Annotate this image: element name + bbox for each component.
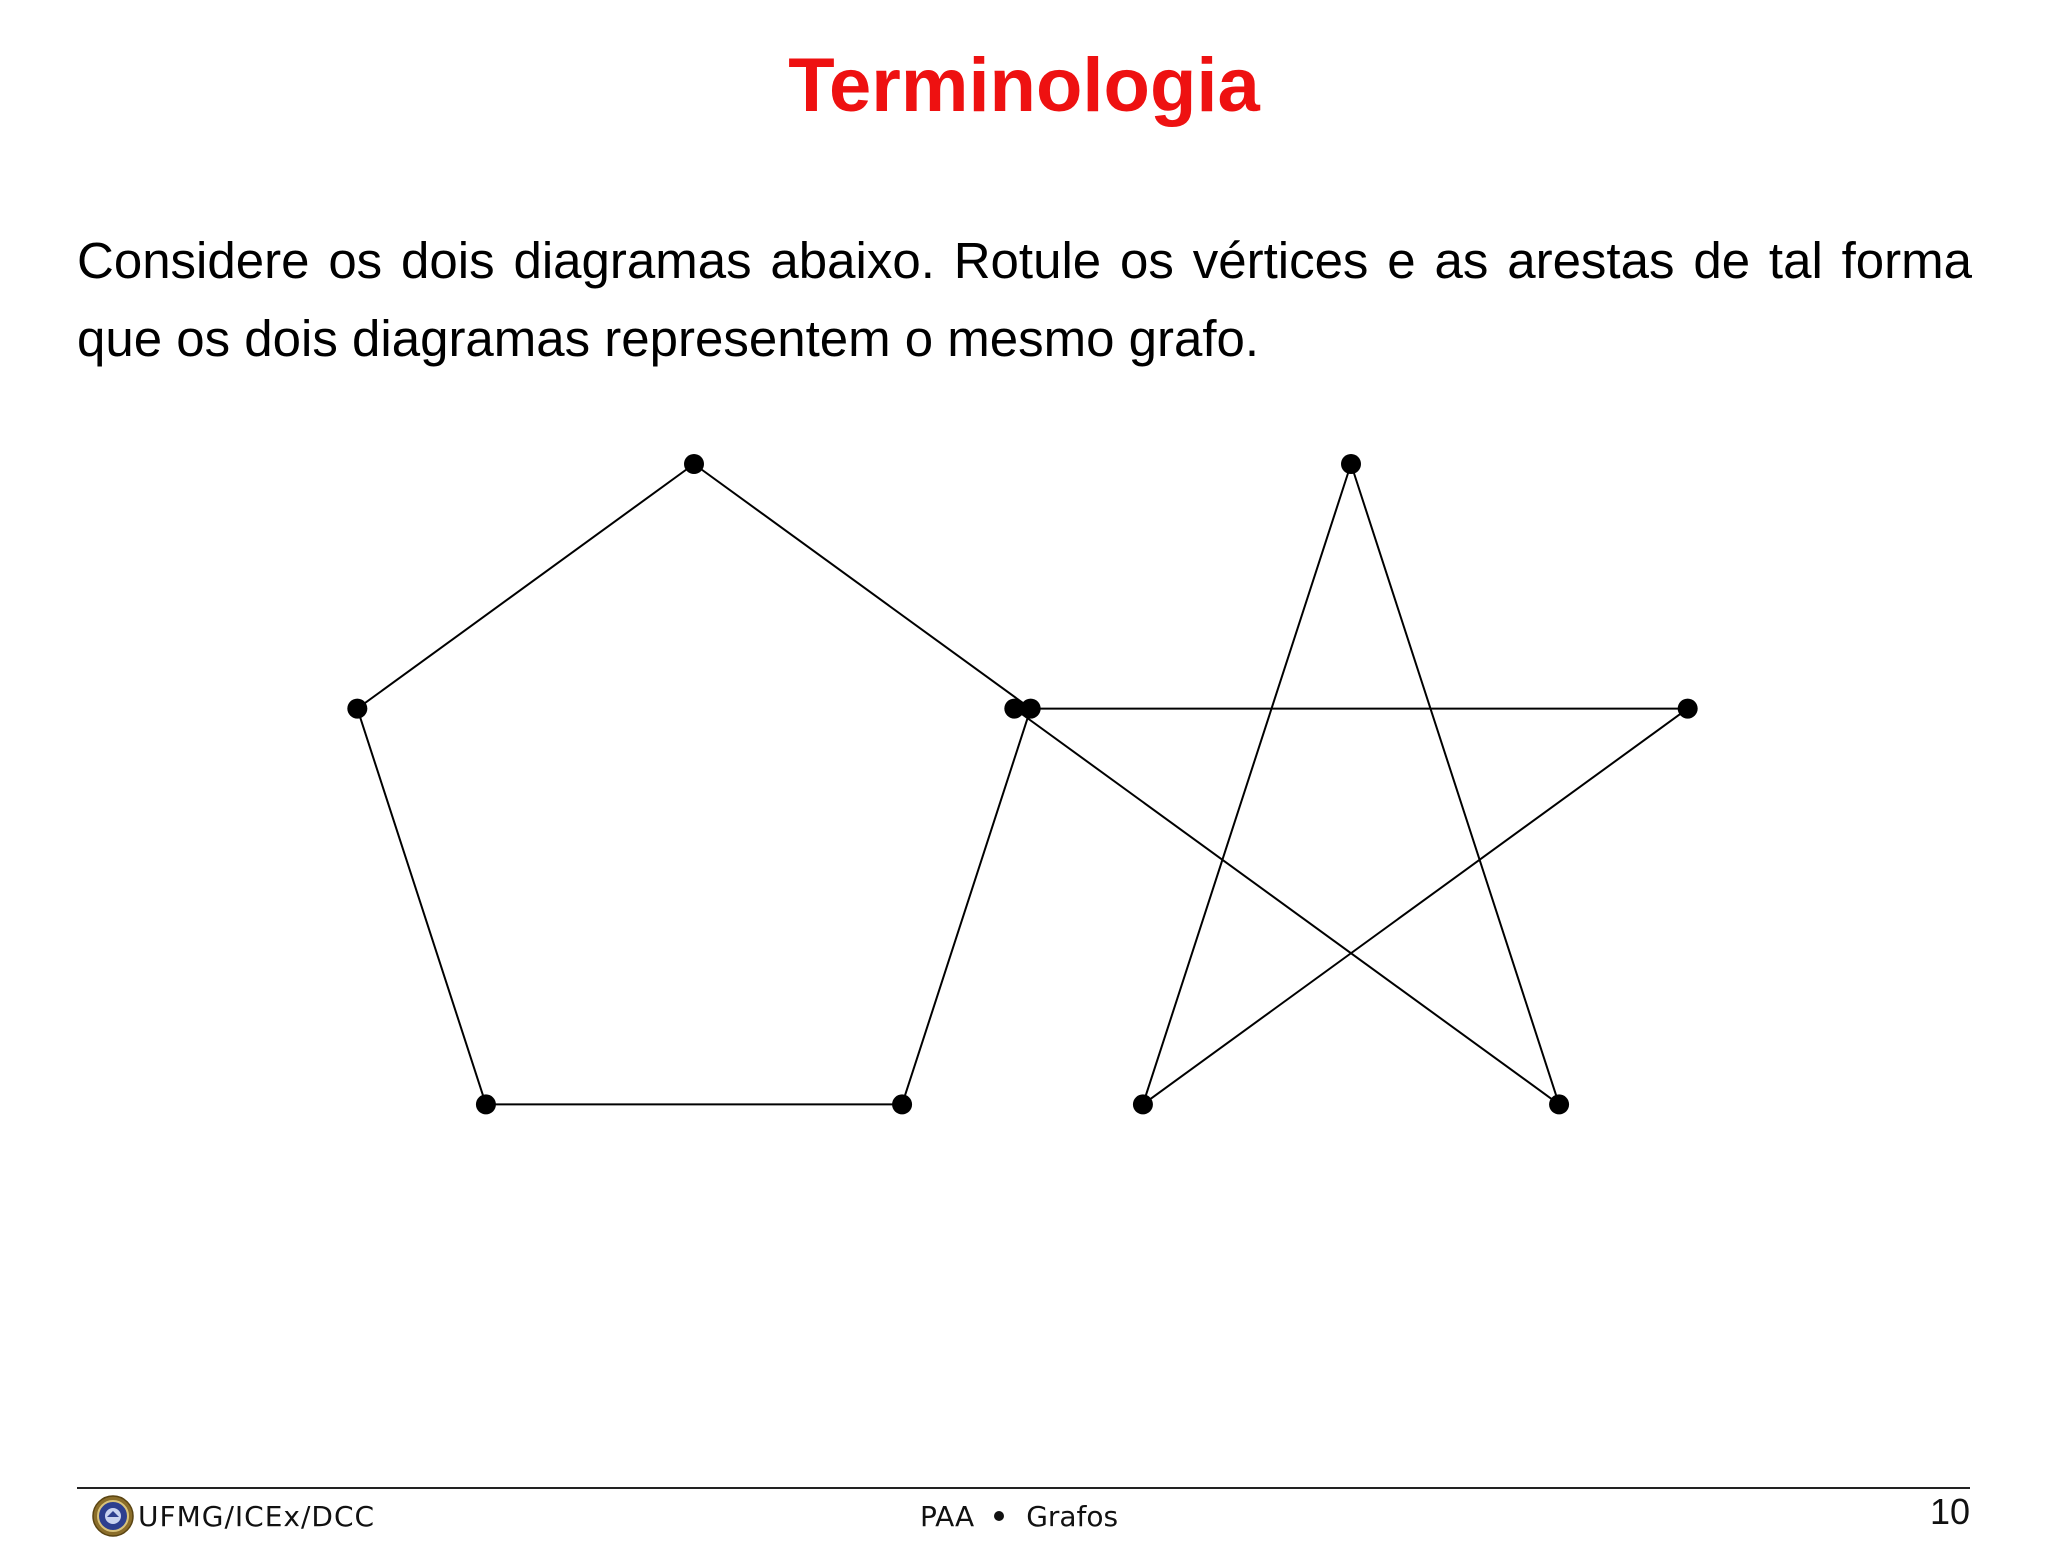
pentagon-edge-0 (694, 464, 1031, 709)
pentagon-edge-3 (357, 709, 486, 1105)
pentagon-vertex-2 (892, 1094, 912, 1114)
star-edge-3 (1143, 709, 1688, 1105)
star-edge-1 (1014, 709, 1559, 1105)
footer-course (920, 1494, 1118, 1538)
pentagon-vertex-3 (476, 1094, 496, 1114)
star-vertex-3 (1133, 1094, 1153, 1114)
star-vertex-4 (1004, 699, 1024, 719)
star-vertex-2 (1549, 1094, 1569, 1114)
pentagon-edge-4 (357, 464, 694, 709)
pentagon-graph-diagram (347, 454, 1040, 1114)
star-graph-diagram (1004, 454, 1697, 1114)
course-label: PAA (920, 1499, 975, 1533)
institution-label: UFMG/ICEx/DCC (138, 1499, 376, 1533)
pentagon-vertex-4 (347, 699, 367, 719)
footer-divider (77, 1487, 1970, 1489)
star-edge-0 (1351, 464, 1559, 1104)
slide-title: Terminologia (788, 43, 1260, 128)
page-number: 10 (1929, 1491, 1970, 1532)
topic-label: Grafos (1026, 1499, 1119, 1533)
pentagon-vertex-0 (684, 454, 704, 474)
pentagon-edge-1 (902, 709, 1031, 1105)
star-edge-4 (1143, 464, 1351, 1104)
star-vertex-0 (1341, 454, 1361, 474)
star-vertex-1 (1678, 699, 1698, 719)
instruction-paragraph: Considere os dois diagramas abaixo. Rotule os vértices e as arestas de tal forma que os dois diagramas representem o mesmo grafo. (77, 232, 1972, 367)
footer-institution (92, 1494, 375, 1538)
university-seal-icon (92, 1495, 134, 1537)
bullet-separator-icon (994, 1511, 1004, 1521)
